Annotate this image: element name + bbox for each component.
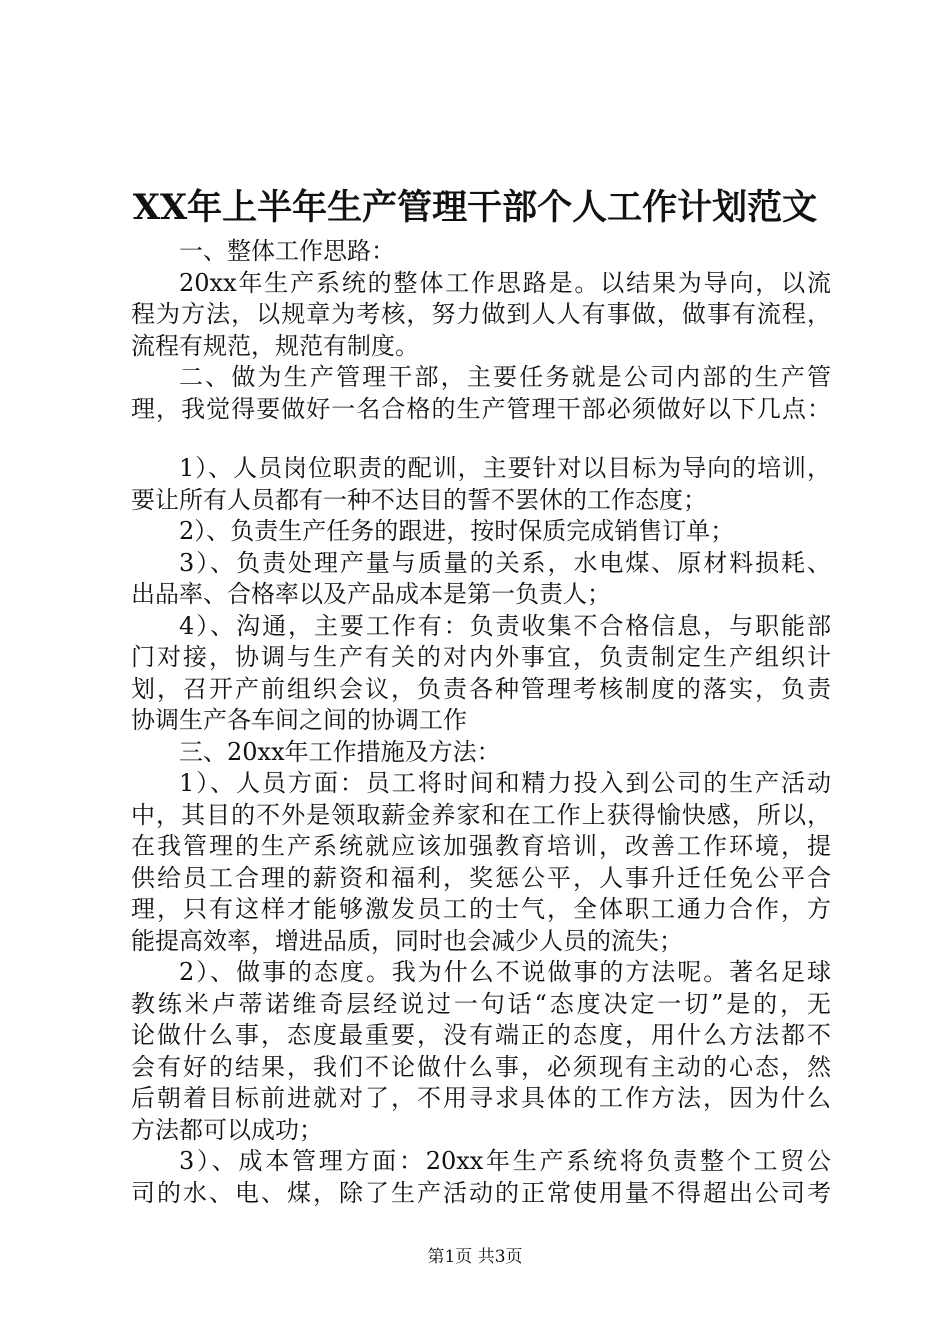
paragraph-line: 程为方法，以规章为考核，努力做到人人有事做，做事有流程， xyxy=(131,300,831,328)
list-item-line: 会有好的结果，我们不论做什么事，必须现有主动的心态，然 xyxy=(131,1052,831,1081)
paragraph-line: 20xx年生产系统的整体工作思路是。以结果为导向，以流 xyxy=(179,268,831,297)
list-item-line: 划，召开产前组织会议，负责各种管理考核制度的落实，负责 xyxy=(131,674,831,703)
list-item-line: 理，只有这样才能够激发员工的士气，全体职工通力合作，方 xyxy=(131,895,831,923)
section-heading-2: 二、做为生产管理干部，主要任务就是公司内部的生产管 xyxy=(179,363,831,391)
list-item-line: 中，其目的不外是领取薪金养家和在工作上获得愉快感，所以， xyxy=(131,800,831,829)
list-item-line: 门对接，协调与生产有关的对内外事宜，负责制定生产组织计 xyxy=(131,643,831,671)
section-heading-1: 一、整体工作思路： xyxy=(179,237,395,265)
list-item-line: 1）、人员方面：员工将时间和精力投入到公司的生产活动 xyxy=(179,769,831,797)
list-item-line: 后朝着目标前进就对了，不用寻求具体的工作方法，因为什么 xyxy=(131,1084,831,1112)
document-title: XX年上半年生产管理干部个人工作计划范文 xyxy=(132,187,818,228)
list-item-line: 协调生产各车间之间的协调工作 xyxy=(131,706,467,734)
list-item-line: 4）、沟通，主要工作有：负责收集不合格信息，与职能部 xyxy=(179,611,831,640)
paragraph-line: 流程有规范，规范有制度。 xyxy=(131,331,419,360)
document-body xyxy=(131,236,831,1209)
list-item-line: 论做什么事，态度最重要，没有端正的态度，用什么方法都不 xyxy=(131,1021,831,1049)
list-item-line: 3）、成本管理方面：20xx年生产系统将负责整个工贸公 xyxy=(179,1147,831,1175)
list-item-line: 1）、人员岗位职责的配训，主要针对以目标为导向的培训， xyxy=(179,454,831,482)
list-item-line: 3）、负责处理产量与质量的关系，水电煤、原材料损耗、 xyxy=(179,548,831,577)
list-item-line: 2）、负责生产任务的跟进，按时保质完成销售订单； xyxy=(179,517,735,545)
list-item-line: 教练米卢蒂诺维奇层经说过一句话“态度决定一切”是的，无 xyxy=(131,989,831,1018)
list-item-line: 在我管理的生产系统就应该加强教育培训，改善工作环境，提 xyxy=(131,832,831,860)
list-item-line: 方法都可以成功； xyxy=(131,1115,323,1144)
list-item-line: 要让所有人员都有一种不达目的誓不罢休的工作态度； xyxy=(131,485,707,514)
list-item-line: 2）、做事的态度。我为什么不说做事的方法呢。著名足球 xyxy=(179,958,831,986)
section-heading-3: 三、20xx年工作措施及方法： xyxy=(179,737,501,766)
list-item-line: 出品率、合格率以及产品成本是第一负责人； xyxy=(131,580,611,608)
list-item-line: 司的水、电、煤，除了生产活动的正常使用量不得超出公司考 xyxy=(131,1178,831,1207)
paragraph-gap xyxy=(131,425,831,453)
list-item-line: 能提高效率，增进品质，同时也会减少人员的流失； xyxy=(131,926,683,955)
paragraph-line: 理，我觉得要做好一名合格的生产管理干部必须做好以下几点： xyxy=(131,394,831,423)
list-item-line: 供给员工合理的薪资和福利，奖惩公平，人事升迁任免公平合 xyxy=(131,863,831,892)
page-number-footer: 第1页 共3页 xyxy=(427,1247,523,1267)
